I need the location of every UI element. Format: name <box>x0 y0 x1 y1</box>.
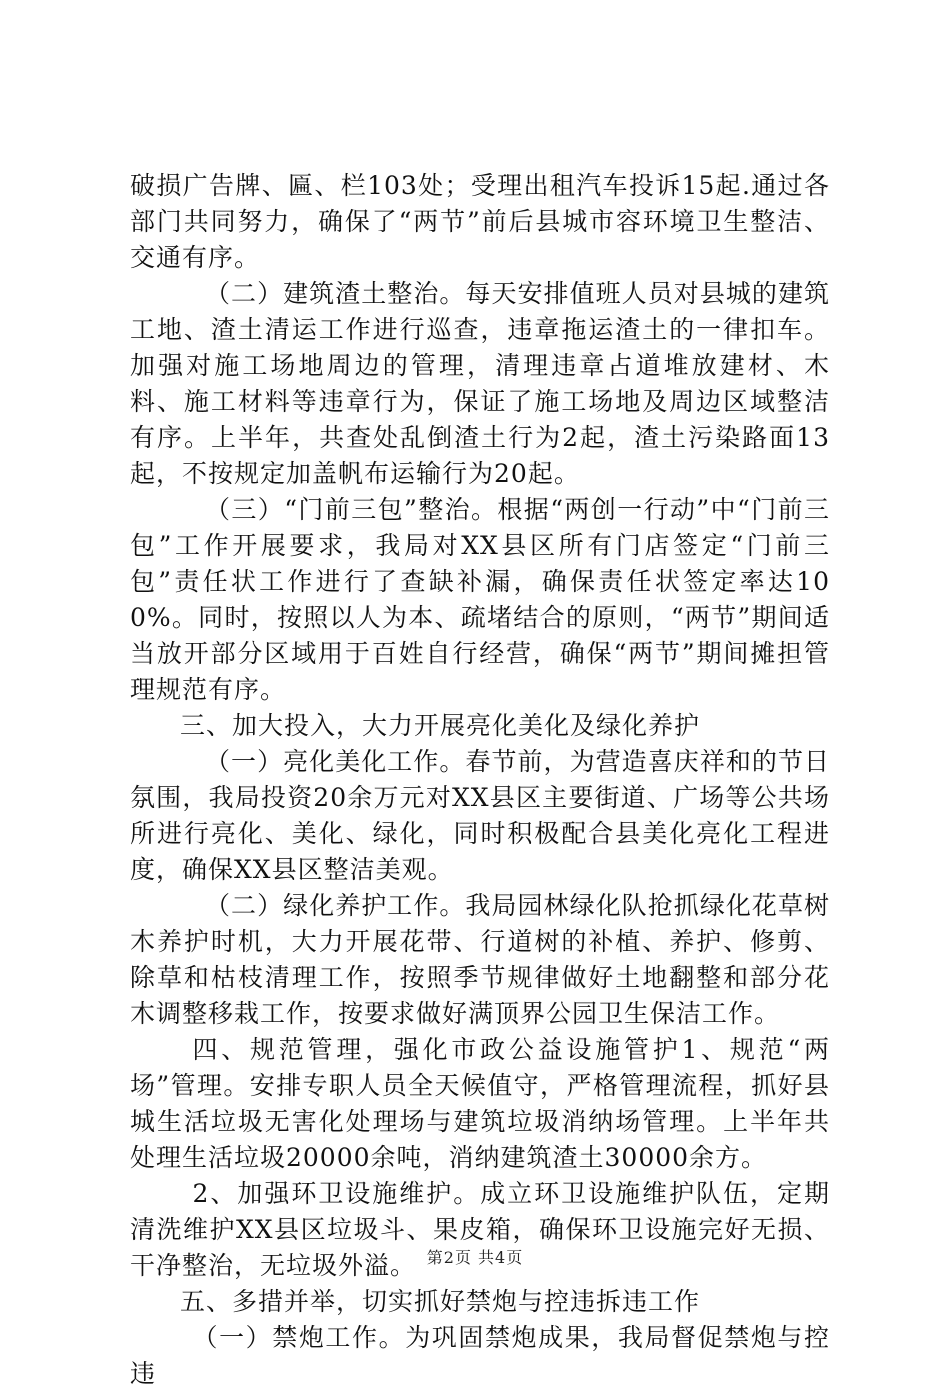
paragraph-greening-maintenance: （二）绿化养护工作。我局园林绿化队抢抓绿化花草树木养护时机，大力开展花带、行道树的补植、养护、修剪、除草和枯枝清理工作，按照季节规律做好土地翻整和部分花木调整移栽工作，按要求做好满顶界公园卫生保洁工作。 <box>130 891 830 1028</box>
page-footer: 第2页 共4页 <box>426 1248 524 1267</box>
section-heading-three: 三、加大投入，大力开展亮化美化及绿化养护 <box>180 711 701 740</box>
paragraph-lighting-beautification: （一）亮化美化工作。春节前，为营造喜庆祥和的节日氛围，我局投资20余万元对XX县区主要街道、广场等公共场所进行亮化、美化、绿化，同时积极配合县美化亮化工程进度，确保XX县区整洁美观。 <box>130 747 830 884</box>
paragraph-firecracker-ban: （一）禁炮工作。为巩固禁炮成果，我局督促禁炮与控违 <box>130 1323 830 1388</box>
section-heading-four: 四、规范管理，强化市政公益设施管护1、规范“两场”管理。安排专职人员全天候值守，严格管理流程，抓好县城生活垃圾无害化处理场与建筑垃圾消纳场管理。上半年共处理生活垃圾20000余吨，消纳建筑渣土30000余方。 <box>130 1035 830 1172</box>
paragraph-sanitation-facilities: 2、加强环卫设施维护。成立环卫设施维护队伍，定期清洗维护XX县区垃圾斗、果皮箱，确保环卫设施完好无损、干净整治，无垃圾外溢。 <box>130 1179 830 1280</box>
paragraph-continuation: 破损广告牌、匾、栏103处；受理出租汽车投诉15起.通过各部门共同努力，确保了“两节”前后县城市容环境卫生整洁、交通有序。 <box>130 171 830 272</box>
section-heading-five: 五、多措并举，切实抓好禁炮与控违拆违工作 <box>180 1287 701 1316</box>
paragraph-three-guarantees: （三）“门前三包”整治。根据“两创一行动”中“门前三包”工作开展要求，我局对XX县区所有门店签定“门前三包”责任状工作进行了查缺补漏，确保责任状签定率达100%。同时，按照以人为本、疏堵结合的原则，“两节”期间适当放开部分区域用于百姓自行经营，确保“两节”期间摊担管理规范有序。 <box>130 495 830 704</box>
paragraph-construction-waste: （二）建筑渣土整治。每天安排值班人员对县城的建筑工地、渣土清运工作进行巡查，违章拖运渣土的一律扣车。加强对施工场地周边的管理，清理违章占道堆放建材、木料、施工材料等违章行为，保证了施工场地及周边区域整洁有序。上半年，共查处乱倒渣土行为2起，渣土污染路面13起，不按规定加盖帆布运输行为20起。 <box>130 279 830 488</box>
document-body <box>130 168 830 1392</box>
